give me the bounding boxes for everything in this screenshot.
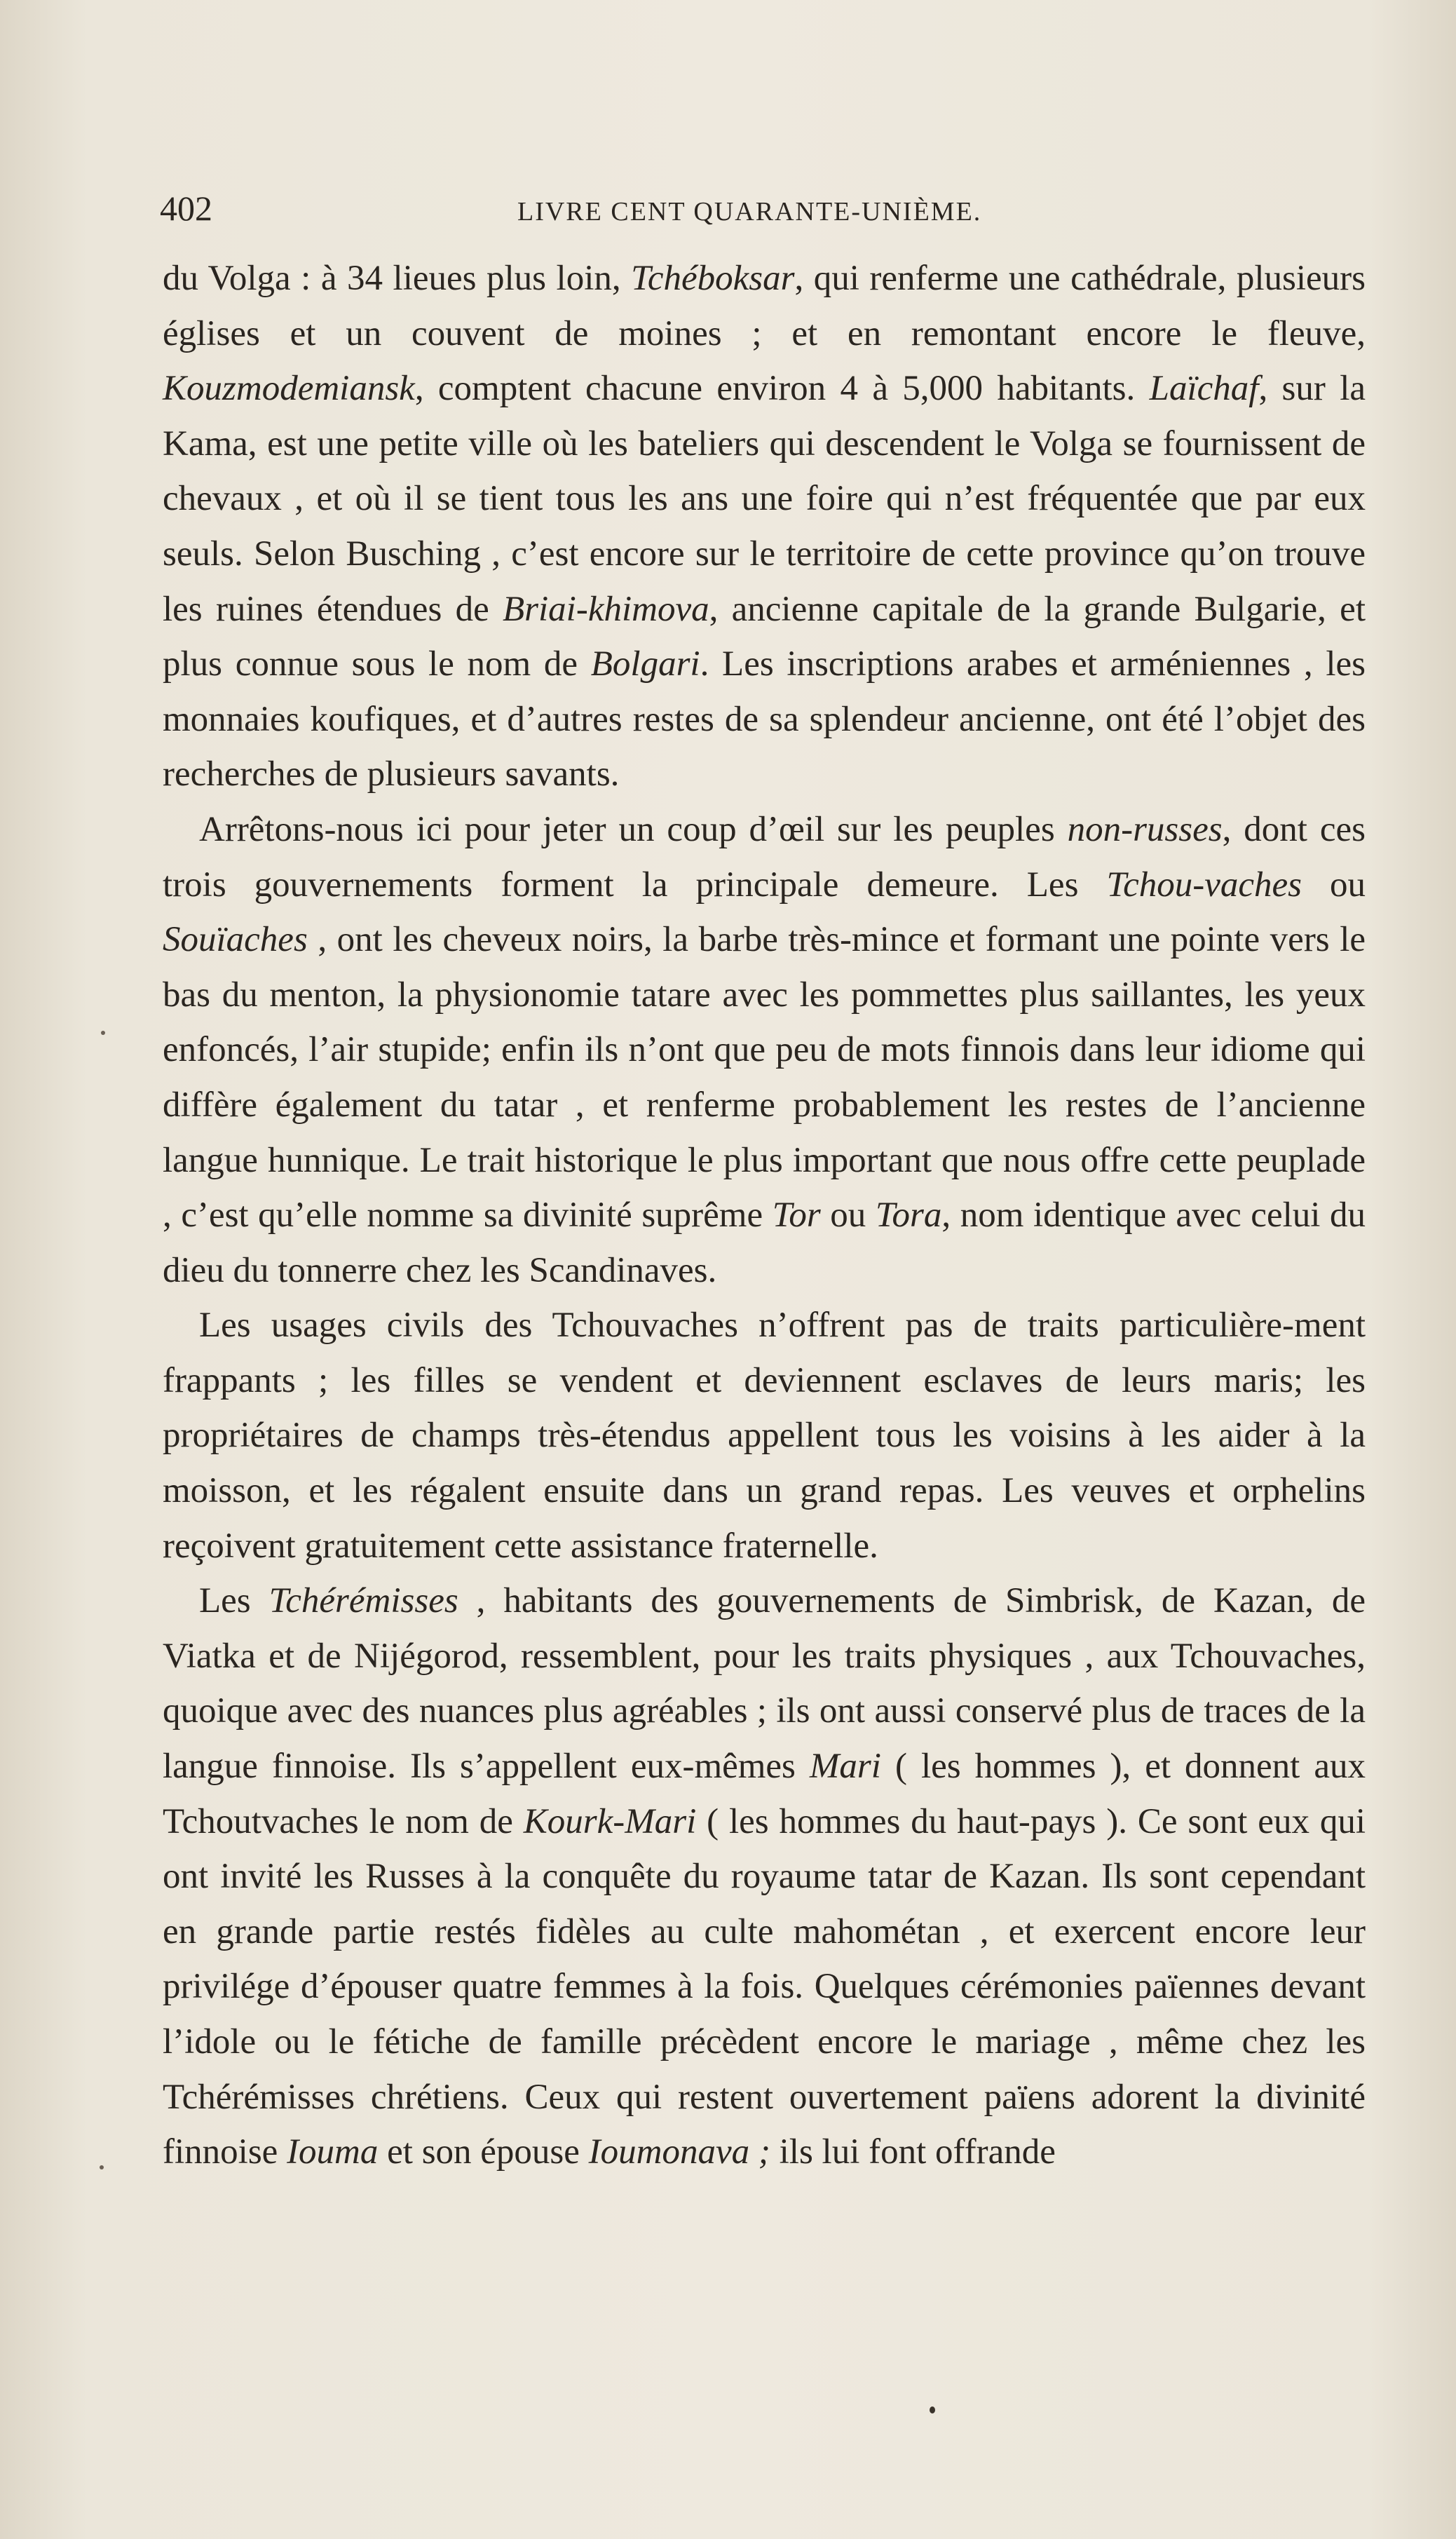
italic-term: Tchérémisses (268, 1581, 458, 1621)
print-speck (100, 2165, 104, 2169)
text-run: , ancienne capitale de la grande Bulgarie, et plus connue sous le nom de (163, 589, 1366, 684)
text-run: . Les inscriptions arabes et arméniennes , les monnaies koufiques, et d’autres restes de sa splendeur ancienne, ont été l’objet des recherches de plusieurs savants. (163, 644, 1366, 794)
italic-term: Tor (772, 1196, 821, 1235)
page-header (160, 188, 1366, 237)
text-run: du Volga : à 34 lieues plus loin, (163, 259, 632, 298)
italic-term: Kouzmodemiansk (163, 369, 415, 409)
text-run: , comptent chacune environ 4 à 5,000 habitants. (414, 369, 1150, 409)
paragraph (163, 1573, 1366, 2180)
text-run: , nom identique avec celui du dieu du tonnerre chez les Scandinaves. (163, 1196, 1366, 1290)
print-speck (930, 2406, 935, 2413)
print-speck (101, 1031, 105, 1035)
italic-term: Bolgari (590, 644, 700, 684)
italic-term: Laïchaf (1149, 369, 1259, 409)
paragraph (163, 251, 1366, 802)
text-run: , ont les cheveux noirs, la barbe très-mince et formant une pointe vers le bas du menton, la physionomie tatare avec les pommettes plus saillantes, les yeux enfoncés, l’air stupide; enfin ils n’ont que peu de mots finnois dans leur idiome qui diffère également du tatar , et renferme probablement les restes de l’ancienne langue hunnique. Le trait historique le plus important que nous offre cette peuplade , c’est qu’elle nomme sa divinité suprême (163, 920, 1366, 1235)
italic-term: Tora (875, 1196, 942, 1235)
text-run: , habitants des gouvernements de Simbrisk, de Kazan, de Viatka et de Nijégorod, ressemblent, pour les traits physiques , aux Tchouvaches, quoique avec des nuances plus agréables ; ils ont aussi conservé plus de traces de la langue finnoise. Ils s’appellent eux-mêmes (163, 1581, 1366, 1787)
running-head: LIVRE CENT QUARANTE-UNIÈME. (517, 197, 982, 226)
text-run: ou (1302, 865, 1366, 905)
text-run: Les usages civils des Tchouvaches n’offrent pas de traits particulière-ment frappants ; les filles se vendent et deviennent esclaves de leurs maris; les propriétaires de champs très-étendus appellent tous les voisins à les aider à la moisson, et les régalent ensuite dans un grand repas. Les veuves et orphelins reçoivent gratuitement cette assistance fraternelle. (163, 1306, 1366, 1566)
text-run: ou (820, 1196, 876, 1235)
paragraph (163, 802, 1366, 1298)
text-run: Les (199, 1581, 269, 1621)
italic-term: Tchéboksar (631, 259, 795, 298)
text-run: ( les hommes du haut-pays ). Ce sont eux qui ont invité les Russes à la conquête du royaume tatar de Kazan. Ils sont cependant en grande partie restés fidèles au culte mahométan , et exercent encore leur privilége d’épouser quatre femmes à la fois. Quelques cérémonies païennes devant l’idole ou le fétiche de famille précèdent encore le mariage , même chez les Tchérémisses chrétiens. Ceux qui restent ouvertement païens adorent la divinité finnoise (163, 1801, 1366, 2172)
italic-term: Kourk-Mari (523, 1801, 697, 1841)
text-run: , dont ces trois gouvernements forment la principale demeure. Les (163, 809, 1366, 905)
text-run: et son épouse (378, 2132, 589, 2172)
italic-term: Iouma (287, 2132, 379, 2172)
italic-term: non-russes (1067, 809, 1223, 849)
italic-term: Mari (809, 1747, 881, 1787)
italic-term: Souïaches (163, 920, 308, 960)
text-run: ils lui font offrande (770, 2132, 1056, 2172)
text-run: Arrêtons-nous ici pour jeter un coup d’œil sur les peuples (199, 809, 1068, 849)
paragraph (163, 1298, 1366, 1573)
text-run: , qui renferme une cathédrale, plusieurs églises et un couvent de moines ; et en remontant encore le fleuve, (163, 259, 1366, 353)
italic-term: Tchou-vaches (1106, 865, 1302, 905)
body-text (163, 251, 1366, 2180)
page-number: 402 (160, 189, 212, 228)
italic-term: Briai-khimova (503, 589, 709, 629)
text-run: ( les hommes ), et donnent aux Tchoutvaches le nom de (163, 1747, 1366, 1841)
italic-term: Ioumonava ; (588, 2132, 770, 2172)
text-run: , sur la Kama, est une petite ville où les bateliers qui descendent le Volga se fournissent de chevaux , et où il se tient tous les ans une foire qui n’est fréquentée que par eux seuls. Selon Busching , c’est encore sur le territoire de cette province qu’on trouve les ruines étendues de (163, 369, 1366, 629)
